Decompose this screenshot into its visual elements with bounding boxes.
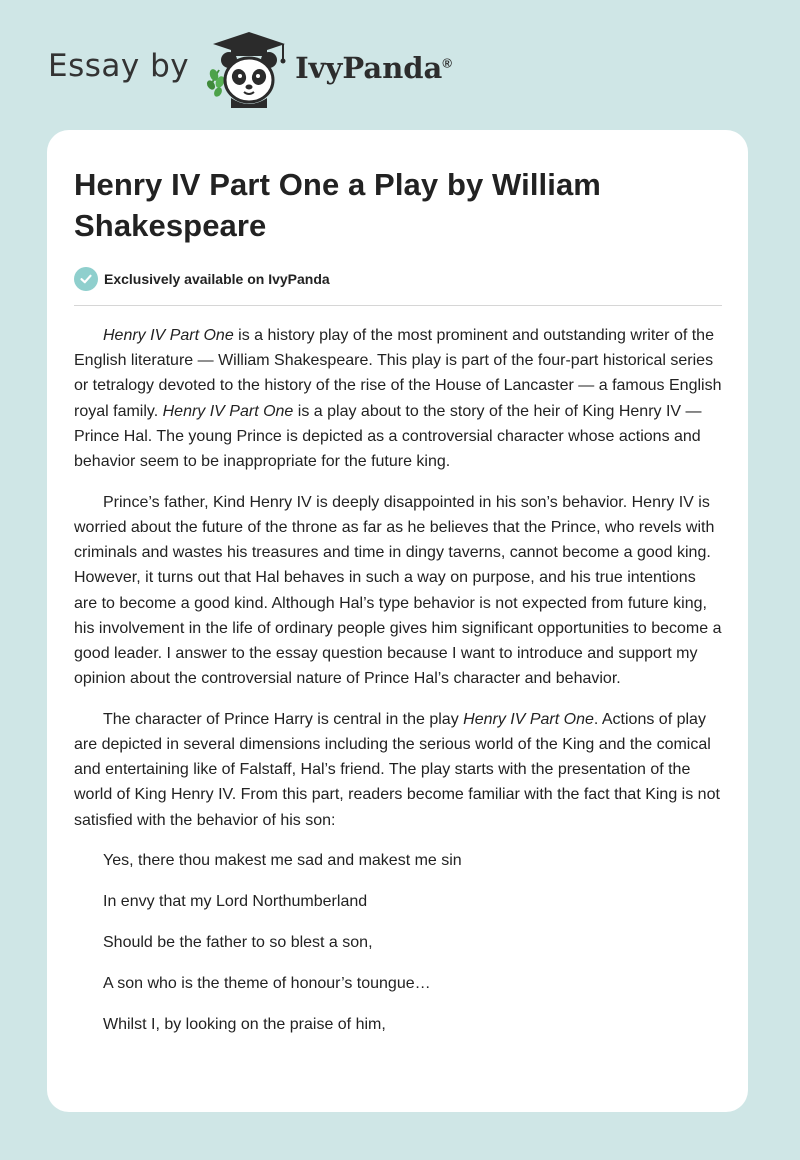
- exclusive-badge: [74, 266, 722, 292]
- exclusive-label: Exclusively available on IvyPanda: [104, 271, 330, 287]
- verse-line: Whilst I, by looking on the praise of him,: [103, 1016, 386, 1034]
- brand-name-text: IvyPanda: [295, 51, 443, 85]
- essay-card: [47, 130, 748, 1112]
- essay-by-label: Essay by: [48, 48, 190, 84]
- paragraph-1: [74, 323, 722, 474]
- paragraph-1-text-a: is a history play of the most prominent and outstanding writer of the English literature — William Shakespeare. This play is part of the four-part historical series or tetralogy devoted to the history of the rise of the House of Lancaster — a famous English royal family.: [74, 327, 722, 420]
- verse-line: Should be the father to so blest a son,: [103, 934, 373, 952]
- brand-header: [48, 30, 452, 110]
- divider: [74, 305, 722, 306]
- verse-quote: [74, 848, 722, 1037]
- paragraph-2: Prince’s father, Kind Henry IV is deeply disappointed in his son’s behavior. Henry IV is worried about the future of the throne as far as he believes that the Prince, who revels with criminals and wastes his treasures and time in dingy taverns, cannot become a good king. However, it turns out that Hal behaves in such a way on purpose, and his true intentions are to become a good kind. Although Hal’s type behavior is not expected from future king, his involvement in the life of ordinary people gives him significant opportunities to become a good leader. I answer to the essay question because I want to introduce and support my opinion about the controversial nature of Prince Hal’s character and behavior.: [74, 493, 722, 688]
- ivypanda-brand-name[interactable]: [295, 51, 452, 85]
- verse-line: Yes, there thou makest me sad and makest me sin: [103, 852, 462, 870]
- play-title-italic: Henry IV Part One: [463, 710, 594, 728]
- paragraph-3: [74, 707, 722, 833]
- essay-title: Henry IV Part One a Play by William Shakespeare: [74, 167, 601, 243]
- verse-line: A son who is the theme of honour’s toungue…: [103, 975, 431, 993]
- registered-mark: ®: [442, 55, 452, 71]
- panda-graduate-logo-icon[interactable]: [201, 30, 291, 110]
- play-title-italic: Henry IV Part One: [162, 402, 294, 420]
- play-title-italic: Henry IV Part One: [103, 327, 234, 344]
- check-icon: [74, 267, 98, 291]
- paragraph-3-text-b: . Actions of play are depicted in several dimensions including the serious world of the King and the comical and entertaining like of Falstaff, Hal’s friend. The play starts with the presentation of the world of King Henry IV. From this part, readers become familiar with the fact that King is not satisfied with the behavior of his son:: [74, 710, 720, 829]
- paragraph-3-text-a: The character of Prince Harry is central in the play: [103, 710, 464, 728]
- paragraph-1-text-b: is a play about to the story of the heir of King Henry IV — Prince Hal. The young Prince is depicted as a controversial character whose actions and behavior seem to be inappropriate for the future king.: [74, 402, 702, 471]
- verse-line: In envy that my Lord Northumberland: [103, 893, 368, 911]
